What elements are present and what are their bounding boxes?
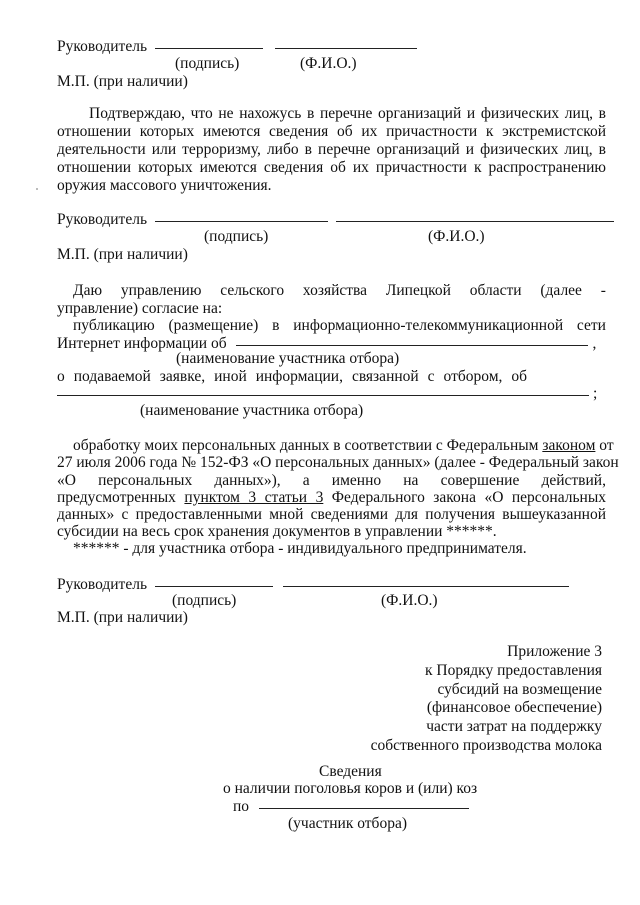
appendix-line: части затрат на поддержку [426, 718, 602, 736]
signature-caption: (подпись) [204, 228, 269, 245]
signature-block-3 [57, 575, 569, 595]
processing-line-5: данных» с предоставленными мной сведениями для получения вышеуказанной [57, 506, 606, 523]
processing-line-1: обработку моих персональных данных в соответствии с Федеральным законом от [73, 437, 614, 454]
director-label: Руководитель [57, 38, 148, 55]
confirm-line-4: отношении которых имеются сведения об их причастности к распространению [57, 159, 606, 176]
footnote: ****** - для участника отбора - индивидуального предпринимателя. [73, 540, 527, 557]
director-label: Руководитель [57, 576, 148, 593]
processing-line-4: предусмотренных пунктом 3 статьи 3 Федерального закона «О персональных [57, 489, 607, 506]
appendix-header [371, 643, 602, 756]
signature-line [155, 585, 273, 587]
appendix-line: субсидий на возмещение [437, 680, 602, 698]
signature-caption: (подпись) [172, 592, 237, 609]
participant-caption-1: (наименование участника отбора) [176, 350, 400, 367]
signature-line [155, 220, 328, 222]
stamp-note: М.П. (при наличии) [57, 609, 188, 626]
name-caption: (Ф.И.О.) [428, 228, 485, 245]
stamp-note: М.П. (при наличии) [57, 73, 188, 90]
info-caption: (участник отбора) [288, 815, 407, 832]
participant-caption-2: (наименование участника отбора) [140, 402, 364, 419]
info-title: Сведения [319, 763, 382, 780]
name-caption: (Ф.И.О.) [300, 55, 357, 72]
processing-line-2: 27 июля 2006 года № 152-ФЗ «О персональных данных» (далее - Федеральный закон [57, 454, 619, 471]
law-link[interactable]: законом [542, 437, 596, 454]
consent-line-3: публикацию (размещение) в информационно-телекоммуникационной сети [73, 317, 606, 334]
appendix-line: (финансовое обеспечение) [426, 699, 602, 717]
confirm-line-2: отношении которых имеются сведения об их причастности к экстремистской [57, 123, 606, 140]
name-line [283, 585, 569, 587]
director-label: Руководитель [57, 211, 148, 228]
participant-name-line [236, 344, 588, 346]
signature-block-2 [57, 210, 614, 230]
processing-line-3: «О персональных данных»), а именно на совершение действий, [57, 472, 606, 489]
appendix-line: Приложение 3 [507, 643, 602, 660]
consent-line-4: Интернет информации об , [57, 335, 597, 352]
stamp-note: М.П. (при наличии) [57, 246, 188, 263]
name-line [275, 47, 417, 49]
signature-caption: (подпись) [175, 55, 240, 72]
consent-line-5: о подаваемой заявке, иной информации, связанной с отбором, об [57, 368, 527, 385]
confirm-line-5: оружия массового уничтожения. [57, 177, 272, 194]
info-subtitle: о наличии поголовья коров и (или) коз [223, 780, 478, 797]
article-link[interactable]: пунктом 3 статьи 3 [184, 489, 324, 506]
consent-line-2: управление) согласие на: [57, 300, 223, 317]
appendix-line: собственного производства молока [370, 736, 602, 754]
name-caption: (Ф.И.О.) [381, 592, 438, 609]
appendix-line: к Порядку предоставления [425, 661, 602, 679]
participant-name-line [57, 394, 589, 396]
participant-line [259, 807, 469, 809]
consent-line-1: Даю управлению сельского хозяйства Липецкой области (далее - [73, 282, 606, 299]
confirm-line-1: Подтверждаю, что не нахожусь в перечне организаций и физических лиц, в [89, 105, 606, 122]
info-by: по [233, 797, 469, 817]
processing-line-6: субсидии на весь срок хранения документов в управлении ******. [57, 523, 497, 540]
scan-speck [36, 188, 38, 190]
consent-line-6: ; [57, 384, 597, 404]
signature-line [155, 47, 263, 49]
confirm-line-3: деятельности или терроризму, либо в перечне организаций и физических лиц, в [57, 141, 606, 158]
name-line [336, 220, 614, 222]
